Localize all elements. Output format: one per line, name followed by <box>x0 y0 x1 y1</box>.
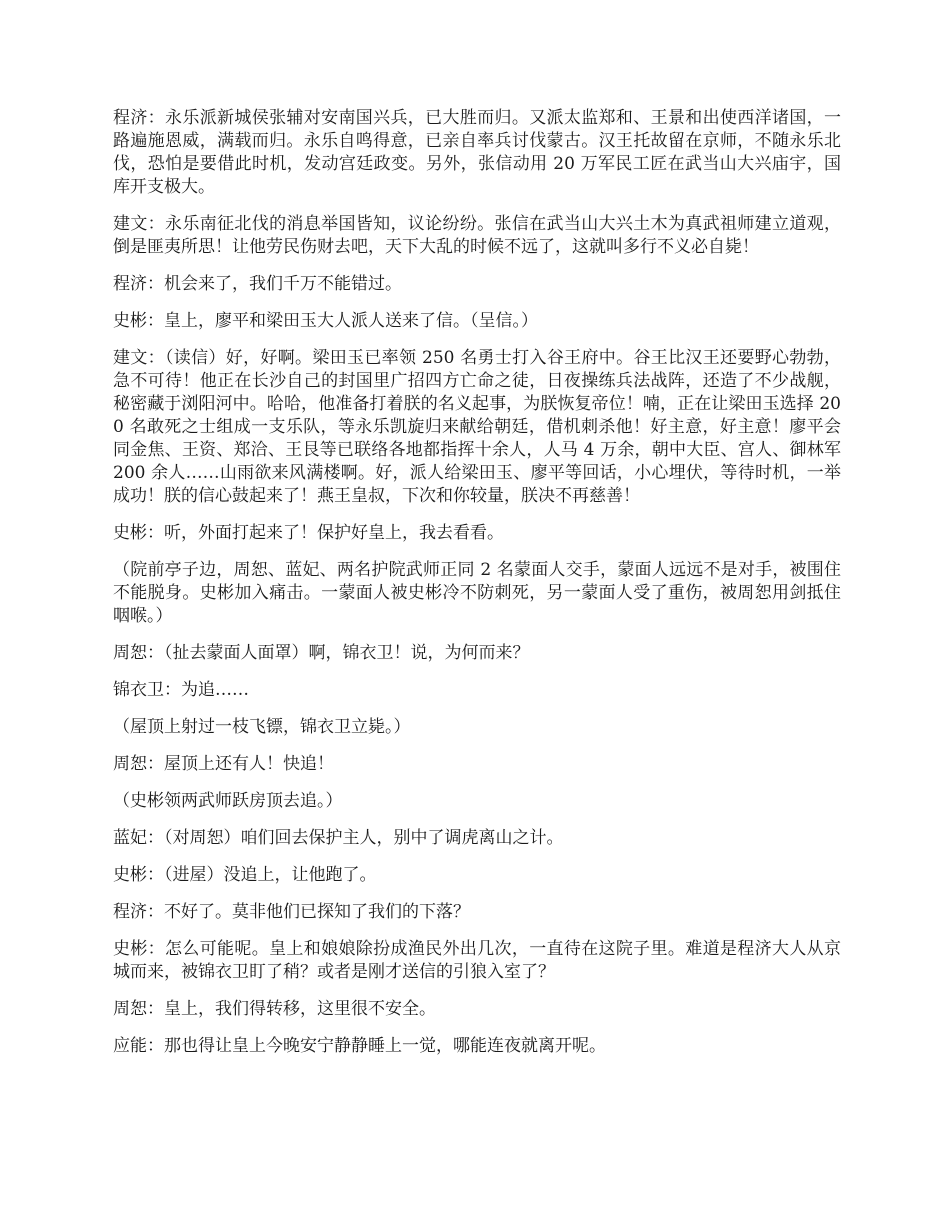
paragraph: 史彬：怎么可能呢。皇上和娘娘除扮成渔民外出几次，一直待在这院子里。难道是程济大人从京城而来，被锦衣卫盯了稍？或者是刚才送信的引狼入室了？ <box>113 939 841 982</box>
paragraph: 周恕：皇上，我们得转移，这里很不安全。 <box>113 999 436 1019</box>
paragraph: 程济：机会来了，我们千万不能错过。 <box>113 274 402 294</box>
paragraph: 程济：永乐派新城侯张辅对安南国兴兵，已大胜而归。又派太监郑和、王景和出使西洋诸国，一路遍施恩威，满载而归。永乐自鸣得意，已亲自率兵讨伐蒙古。汉王托故留在京师，不随永乐北伐，恐怕是要借此时机，发动宫廷政变。另外，张信动用 20 万军民工匠在武当山大兴庙宇，国库开支极大。 <box>113 108 841 197</box>
paragraph: 建文：（读信）好，好啊。梁田玉已率领 250 名勇士打入谷王府中。谷王比汉王还要野心勃勃，急不可待！他正在长沙自己的封国里广招四方亡命之徒，日夜操练兵法战阵，还造了不少战舰，秘密藏于浏阳河中。哈哈，他准备打着朕的名义起事，为朕恢复帝位！喃，正在让梁田玉选择 200 名敢死之士组成一支乐队，等永乐凯旋归来献给朝廷，借机刺杀他！好主意，好主意！廖平会同金焦、王资、郑洽、王艮等已联络各地都指挥十余人，人马 4 万余，朝中大臣、宫人、御林军 200 余人……山雨欲来风满楼啊。好，派人给梁田玉、廖平等回话，小心埋伏，等待时机，一举成功！朕的信心鼓起来了！燕王皇叔，下次和你较量，朕决不再慈善！ <box>113 348 841 506</box>
paragraph: 蓝妃：（对周恕）咱们回去保护主人，别中了调虎离山之计。 <box>113 828 564 848</box>
paragraph: （史彬领两武师跃房顶去追。） <box>113 791 343 811</box>
paragraph: 应能：那也得让皇上今晚安宁静静睡上一觉，哪能连夜就离开呢。 <box>113 1036 606 1056</box>
document-body <box>113 107 841 1072</box>
paragraph: 周恕：屋顶上还有人！快追！ <box>113 754 334 774</box>
paragraph: 锦衣卫：为追…… <box>113 680 249 700</box>
paragraph: （院前亭子边，周恕、蓝妃、两名护院武师正同 2 名蒙面人交手，蒙面人远远不是对手，被围住不能脱身。史彬加入痛击。一蒙面人被史彬冷不防刺死，另一蒙面人受了重伤，被周恕用剑抵住咽喉。） <box>113 560 841 626</box>
paragraph: 周恕：（扯去蒙面人面罩）啊，锦衣卫！说，为何而来？ <box>113 643 530 663</box>
paragraph: 建文：永乐南征北伐的消息举国皆知，议论纷纷。张信在武当山大兴土木为真武祖师建立道观，倒是匪夷所思！让他劳民伤财去吧，天下大乱的时候不远了，这就叫多行不义必自毙！ <box>113 214 841 257</box>
paragraph: （屋顶上射过一枝飞镖，锦衣卫立毙。） <box>113 717 411 737</box>
paragraph: 史彬：皇上，廖平和梁田玉大人派人送来了信。（呈信。） <box>113 311 538 331</box>
paragraph: 史彬：（进屋）没追上，让他跑了。 <box>113 865 377 885</box>
paragraph: 史彬：听，外面打起来了！保护好皇上，我去看看。 <box>113 523 504 543</box>
paragraph: 程济：不好了。莫非他们已探知了我们的下落？ <box>113 902 470 922</box>
